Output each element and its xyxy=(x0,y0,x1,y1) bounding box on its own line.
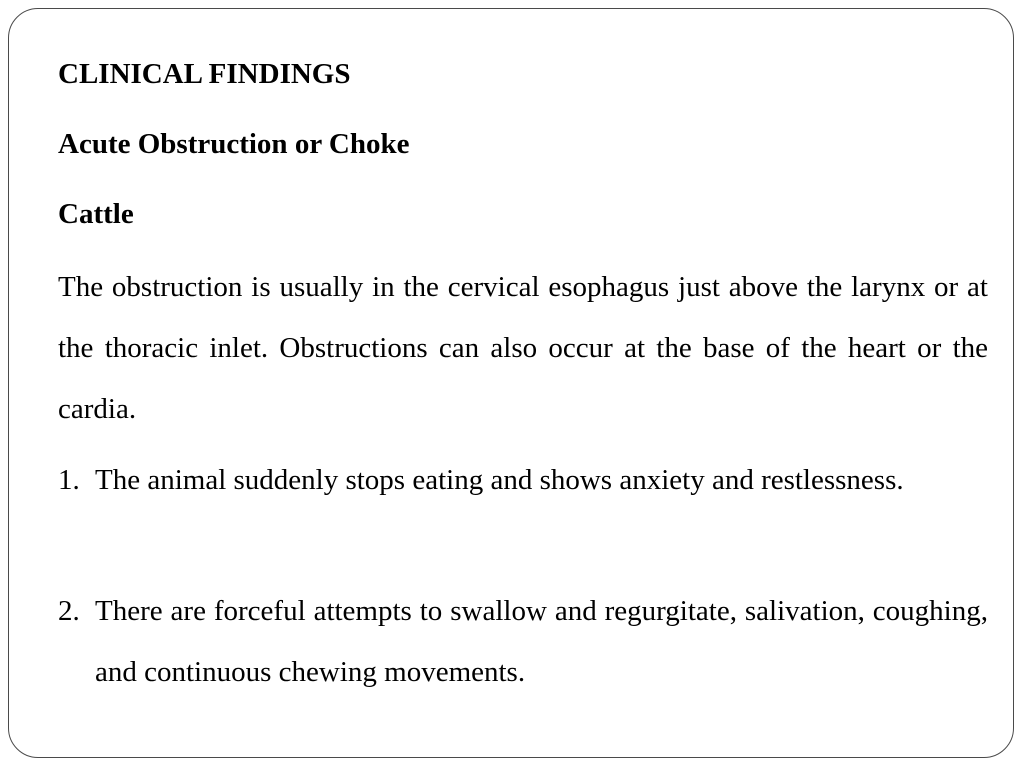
subtitle: Acute Obstruction or Choke xyxy=(58,128,410,160)
list-item-number: 2. xyxy=(58,595,80,627)
page-title: CLINICAL FINDINGS xyxy=(58,58,351,90)
list-item-text: The animal suddenly stops eating and shows anxiety and restlessness. xyxy=(95,464,904,496)
list-item xyxy=(58,450,988,511)
body-paragraph: The obstruction is usually in the cervical esophagus just above the larynx or at the thoracic inlet. Obstructions can also occur at the base of the heart or the cardia. xyxy=(58,271,988,425)
list-item-text: There are forceful attempts to swallow and regurgitate, salivation, coughing, and continuous chewing movements. xyxy=(95,595,988,688)
list-item xyxy=(58,581,988,703)
list-item-number: 1. xyxy=(58,464,80,496)
section-heading: Cattle xyxy=(58,198,134,230)
